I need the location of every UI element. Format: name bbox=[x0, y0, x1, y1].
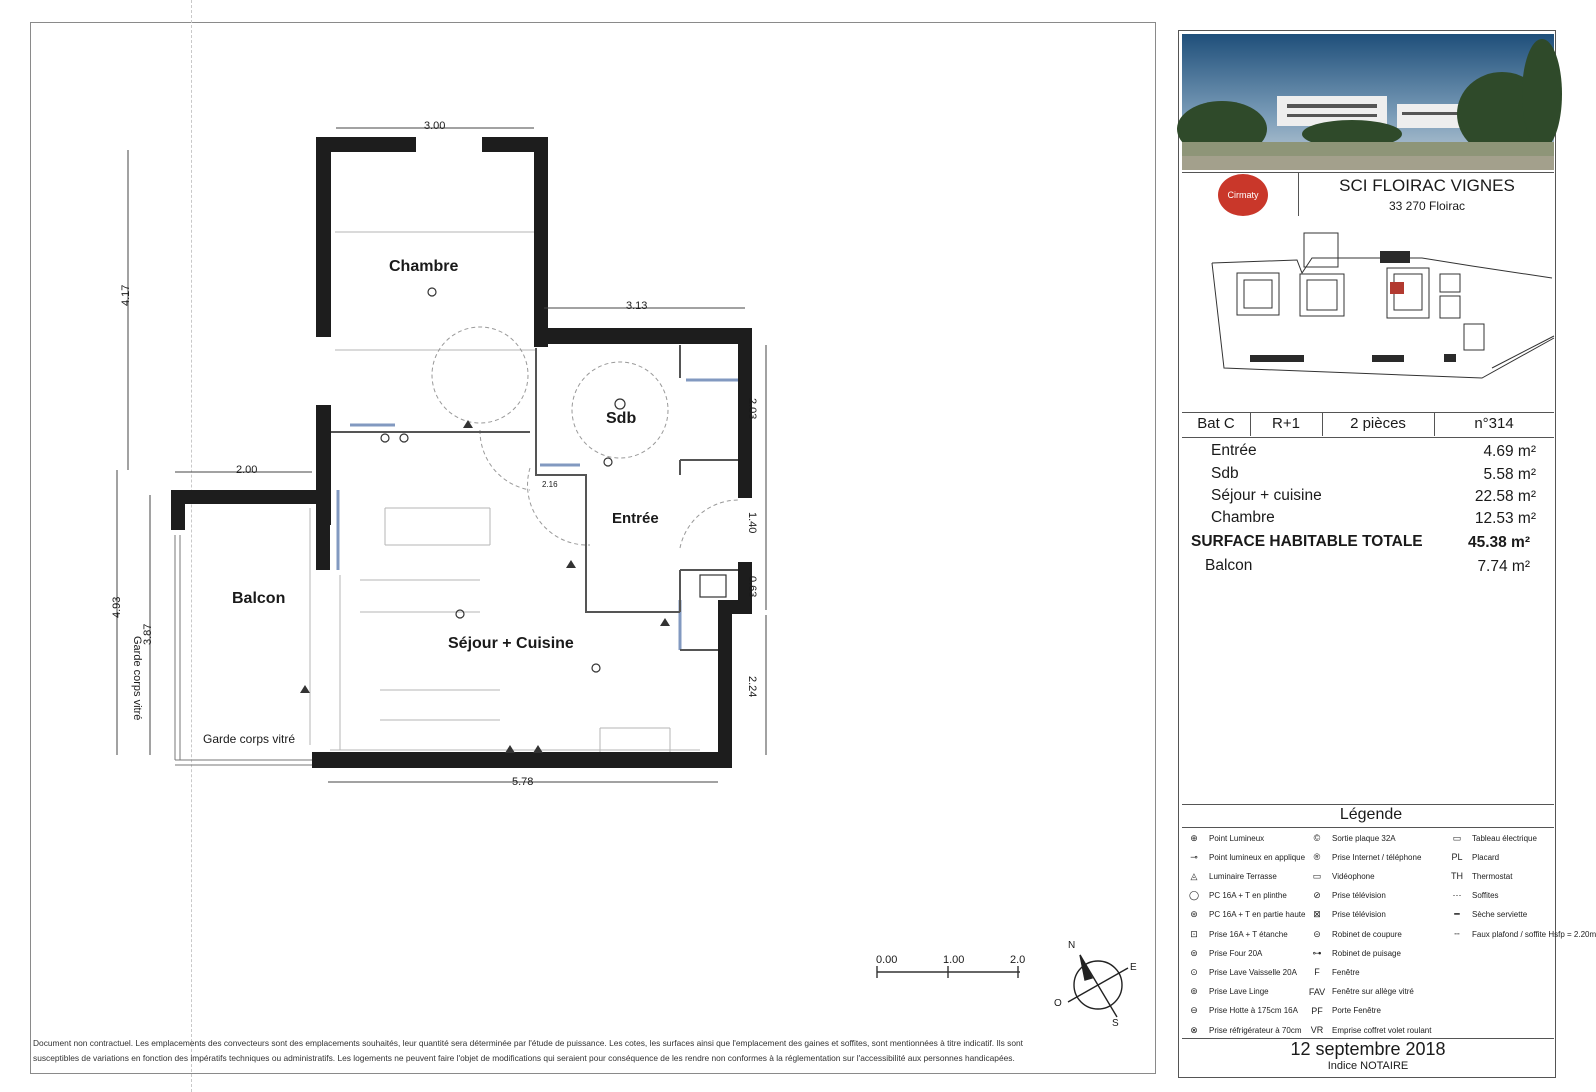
tv-socket-alt-icon: ⊠ bbox=[1313, 909, 1321, 920]
disclaimer-line-2: susceptibles de variations en fonction des impératifs techniques ou administratifs. Les logements ne peuvent faire l'objet de modifications qui seraient pour conséquence de les rendre non conformes à la réglementation sur l'accessibilité aux personnes handicapées. bbox=[33, 1053, 1015, 1063]
thermostat-icon: TH bbox=[1451, 871, 1463, 882]
legend-item-label: Sèche serviette bbox=[1472, 910, 1528, 920]
oven-socket-icon: ⊜ bbox=[1190, 947, 1198, 958]
guardrail-label: Garde corps vitré bbox=[203, 732, 296, 746]
legend-item-label: Soffites bbox=[1472, 891, 1499, 901]
legend-item bbox=[1183, 849, 1305, 865]
legend-item bbox=[1183, 907, 1305, 923]
scale-2: 2.0 bbox=[1010, 954, 1026, 966]
legend-item bbox=[1183, 1022, 1301, 1038]
tv-socket-icon: ⊘ bbox=[1313, 890, 1321, 901]
plan-index: Indice NOTAIRE bbox=[1327, 1060, 1409, 1072]
legend-item-label: Prise télévision bbox=[1332, 910, 1386, 920]
socket-high-icon: ⊛ bbox=[1190, 909, 1198, 920]
socket-icon: ◯ bbox=[1188, 890, 1200, 901]
legend-item bbox=[1183, 888, 1287, 904]
shutter-icon: VR bbox=[1310, 1025, 1324, 1035]
legend-item bbox=[1306, 926, 1402, 942]
legend-item-label: Prise Internet / téléphone bbox=[1332, 852, 1422, 862]
dim-right-entree: 1.40 bbox=[746, 512, 758, 534]
header-divider bbox=[1298, 172, 1299, 216]
legend-item-label: Luminaire Terrasse bbox=[1209, 871, 1277, 881]
legend-item bbox=[1306, 888, 1386, 904]
surface-total-value: 45.38 m² bbox=[1467, 534, 1530, 551]
surface-label-sejour: Séjour + cuisine bbox=[1211, 487, 1322, 504]
surface-label-chambre: Chambre bbox=[1211, 509, 1275, 526]
legend-item-label: Prise Hotte à 175cm 16A bbox=[1209, 1006, 1298, 1016]
legend-item-label: Faux plafond / soffite Hsfp = 2.20m bbox=[1472, 929, 1596, 939]
legend-item bbox=[1446, 907, 1527, 923]
false-ceiling-icon: ╌ bbox=[1454, 928, 1460, 939]
legend-item-label: Emprise coffret volet roulant bbox=[1332, 1025, 1432, 1035]
legend-item bbox=[1183, 1003, 1298, 1019]
legend-item bbox=[1183, 945, 1262, 961]
legend-item bbox=[1183, 926, 1288, 942]
legend-item-label: Prise réfrigérateur à 70cm bbox=[1209, 1025, 1302, 1035]
legend-item bbox=[1183, 984, 1269, 1000]
room-label-balcon: Balcon bbox=[232, 590, 286, 607]
developer-logo: Cirmaty bbox=[1218, 174, 1268, 216]
legend-item bbox=[1446, 926, 1596, 942]
surface-value-balcon: 7.74 m² bbox=[1477, 558, 1530, 575]
legend-item bbox=[1306, 984, 1414, 1000]
room-label-sdb: Sdb bbox=[606, 410, 637, 427]
project-city: 33 270 Floirac bbox=[1388, 199, 1466, 213]
project-name: SCI FLOIRAC VIGNES bbox=[1339, 176, 1515, 195]
legend-item-label: Prise télévision bbox=[1332, 891, 1386, 901]
legend-item-label: Prise Lave Linge bbox=[1209, 987, 1269, 997]
surface-value-sejour: 22.58 m² bbox=[1474, 488, 1536, 505]
legend-item-label: Robinet de puisage bbox=[1332, 948, 1401, 958]
dim-left-balcony-depth: 3.87 bbox=[142, 623, 154, 645]
legend-item-label: Placard bbox=[1472, 852, 1500, 862]
legend-item bbox=[1183, 868, 1277, 884]
fridge-socket-icon: ⊗ bbox=[1190, 1024, 1198, 1035]
unit-floor: R+1 bbox=[1272, 415, 1300, 432]
unit-building: Bat C bbox=[1197, 415, 1235, 432]
sealed-socket-icon: ⊡ bbox=[1190, 928, 1198, 939]
legend-item bbox=[1306, 849, 1421, 865]
surface-label-entree: Entrée bbox=[1211, 442, 1257, 459]
legend-item-label: Prise Four 20A bbox=[1209, 948, 1263, 958]
compass-rose-icon bbox=[1068, 955, 1128, 1017]
legend-item bbox=[1183, 830, 1264, 846]
legend-item-label: PC 16A + T en plinthe bbox=[1209, 891, 1287, 901]
plan-date: 12 septembre 2018 bbox=[1290, 1039, 1446, 1059]
legend-item-label: Porte Fenêtre bbox=[1332, 1006, 1381, 1016]
compass-e: E bbox=[1130, 962, 1137, 973]
room-label-sejour: Séjour + Cuisine bbox=[448, 635, 574, 652]
closet-icon: PL bbox=[1451, 852, 1463, 863]
project-photo bbox=[1182, 34, 1554, 170]
shutoff-valve-icon: ⊝ bbox=[1313, 928, 1321, 939]
surface-total-label: SURFACE HABITABLE TOTALE bbox=[1191, 533, 1423, 550]
compass-o: O bbox=[1054, 998, 1062, 1009]
compass-s: S bbox=[1112, 1018, 1119, 1029]
legend-item bbox=[1306, 830, 1396, 846]
legend-item bbox=[1446, 888, 1499, 904]
legend-item-label: Point Lumineux bbox=[1209, 833, 1265, 843]
unit-rooms: 2 pièces bbox=[1350, 415, 1406, 432]
terrace-light-icon: ◬ bbox=[1190, 870, 1198, 881]
hood-socket-icon: ⊖ bbox=[1190, 1005, 1198, 1016]
legend-item-label: PC 16A + T en partie haute bbox=[1209, 910, 1306, 920]
legend-item-label: Fenêtre bbox=[1332, 967, 1360, 977]
dim-right-sdb: 2.03 bbox=[746, 398, 758, 420]
legend-item bbox=[1446, 868, 1512, 884]
dim-right-small: 0.63 bbox=[746, 576, 758, 598]
dim-left-balcony: 2.00 bbox=[236, 464, 258, 476]
site-plan-map bbox=[1182, 218, 1554, 408]
legend-item bbox=[1306, 945, 1401, 961]
scale-0: 0.00 bbox=[876, 954, 898, 966]
dim-left-total: 4.93 bbox=[111, 596, 123, 618]
dim-right-sejour: 2.24 bbox=[746, 676, 758, 698]
window-icon: F bbox=[1314, 967, 1320, 978]
surface-label-balcon: Balcon bbox=[1205, 557, 1253, 574]
legend-item-label: Robinet de coupure bbox=[1332, 929, 1402, 939]
surface-label-sdb: Sdb bbox=[1211, 465, 1239, 482]
soffit-icon: ⋯ bbox=[1452, 890, 1462, 901]
legend-item-label: Thermostat bbox=[1472, 871, 1513, 881]
legend-item bbox=[1306, 964, 1360, 980]
videophone-icon: ▭ bbox=[1312, 870, 1322, 881]
legend-item-label: Fenêtre sur allège vitré bbox=[1332, 987, 1414, 997]
dishwasher-socket-icon: ⊙ bbox=[1190, 966, 1198, 977]
disclaimer-line-1: Document non contractuel. Les emplacements des convecteurs sont des emplacements souhaités, leur quantité sera déterminée par l'étude de puissance. Les cotes, les surfaces ainsi que l'emplacement des gaines et soffites, sont mentionnées à titre indicatif. Ils sont bbox=[33, 1038, 1023, 1048]
plate-outlet-icon: © bbox=[1313, 833, 1321, 843]
legend-item bbox=[1306, 1003, 1381, 1019]
guardrail-label-vertical: Garde corps vitré bbox=[131, 636, 143, 721]
dim-left-chambre: 4.17 bbox=[120, 284, 132, 306]
surface-value-chambre: 12.53 m² bbox=[1474, 510, 1536, 527]
surface-value-entree: 4.69 m² bbox=[1483, 443, 1536, 460]
room-label-chambre: Chambre bbox=[389, 258, 459, 275]
legend-item bbox=[1446, 849, 1499, 865]
legend-item-label: Vidéophone bbox=[1332, 871, 1375, 881]
dim-bottom: 5.78 bbox=[512, 776, 534, 788]
room-label-entree: Entrée bbox=[612, 510, 659, 527]
ceiling-light-icon: ⊕ bbox=[1190, 832, 1198, 843]
scale-1: 1.00 bbox=[943, 954, 965, 966]
washer-socket-icon: ⊚ bbox=[1190, 986, 1198, 997]
legend-item-label: Prise 16A + T étanche bbox=[1209, 929, 1288, 939]
legend-item-label: Prise Lave Vaisselle 20A bbox=[1209, 967, 1297, 977]
unit-number: n°314 bbox=[1474, 415, 1514, 432]
legend-title: Légende bbox=[1339, 806, 1403, 823]
dim-right-upper: 3.13 bbox=[626, 300, 648, 312]
window-low-icon: FAV bbox=[1308, 986, 1326, 997]
legend-item-label: Point lumineux en applique bbox=[1209, 852, 1306, 862]
legend-item bbox=[1306, 1022, 1431, 1038]
legend-item bbox=[1446, 830, 1537, 846]
legend-item-label: Tableau électrique bbox=[1472, 833, 1537, 843]
drain-valve-icon: ⊶ bbox=[1312, 947, 1322, 958]
dim-top: 3.00 bbox=[424, 120, 446, 132]
legend-item-label: Sortie plaque 32A bbox=[1332, 833, 1396, 843]
dim-small-label: 2.16 bbox=[542, 480, 558, 489]
electric-panel-icon: ▭ bbox=[1452, 832, 1462, 843]
french-door-icon: PF bbox=[1311, 1005, 1323, 1016]
legend-item bbox=[1306, 907, 1386, 923]
towel-dryer-icon: ━ bbox=[1454, 909, 1460, 920]
internet-socket-icon: ® bbox=[1313, 852, 1321, 863]
compass-n: N bbox=[1068, 940, 1076, 951]
legend-item bbox=[1183, 964, 1297, 980]
legend-item bbox=[1306, 868, 1375, 884]
surface-value-sdb: 5.58 m² bbox=[1483, 466, 1536, 483]
wall-light-icon: ⊸ bbox=[1190, 851, 1198, 862]
